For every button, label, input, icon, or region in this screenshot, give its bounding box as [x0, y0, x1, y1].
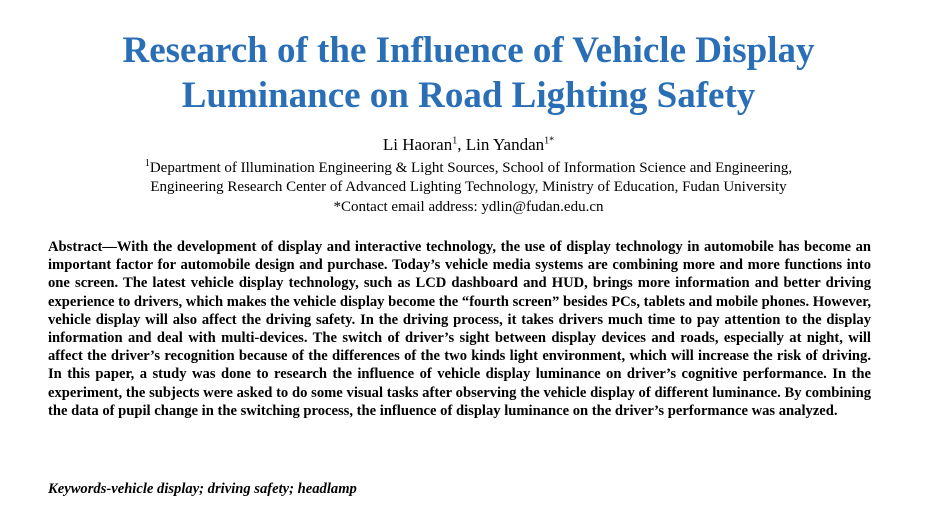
author-affiliation-mark: 1* [544, 135, 555, 147]
keywords: Keywords-vehicle display; driving safety; headlamp [48, 481, 357, 497]
affiliation-text: Department of Illumination Engineering & Light Sources, School of Information Science and Engineering, [149, 160, 793, 176]
author-list [0, 134, 937, 155]
contact-email: *Contact email address: ydlin@fudan.edu.cn [333, 199, 604, 215]
affiliation-line-1 [0, 159, 937, 178]
author-name: Lin Yandan [465, 135, 545, 154]
title-line-1: Research of the Influence of Vehicle Display [122, 30, 815, 71]
title-line-2: Luminance on Road Lighting Safety [181, 75, 756, 116]
author-name: Li Haoran [382, 135, 453, 154]
abstract: Abstract—With the development of display and interactive technology, the use of display technology in automobile has become an important factor for automobile design and purchase. Today’s vehicle media systems are combining more and more functions into one screen. The latest vehicle display technology, such as LCD dashboard and HUD, brings more information and better driving experience to drivers, which makes the vehicle display become the “fourth screen” besides PCs, tablets and mobile phones. However, vehicle display will also affect the driving safety. In the driving process, it takes drivers much time to pay attention to the display information and deal with multi-devices. The switch of driver’s sight between display devices and roads, especially at night, will affect the driver’s recognition because of the differences of the two kinds light environment, which will increase the risk of driving. In this paper, a study was done to research the influence of vehicle display luminance on driver’s cognitive performance. In the experiment, the subjects were asked to do some visual tasks after observing the vehicle display of different luminance. By combining the data of pupil change in the switching process, the influence of display luminance on the driver’s performance was analyzed. [48, 239, 871, 419]
author-separator: , [457, 135, 466, 154]
affiliation-mark: 1 [144, 158, 150, 169]
affiliation-line-2: Engineering Research Center of Advanced Lighting Technology, Ministry of Education, Fudan University [150, 179, 787, 195]
author-affiliation-mark: 1 [452, 135, 458, 147]
paper-title [0, 28, 937, 118]
